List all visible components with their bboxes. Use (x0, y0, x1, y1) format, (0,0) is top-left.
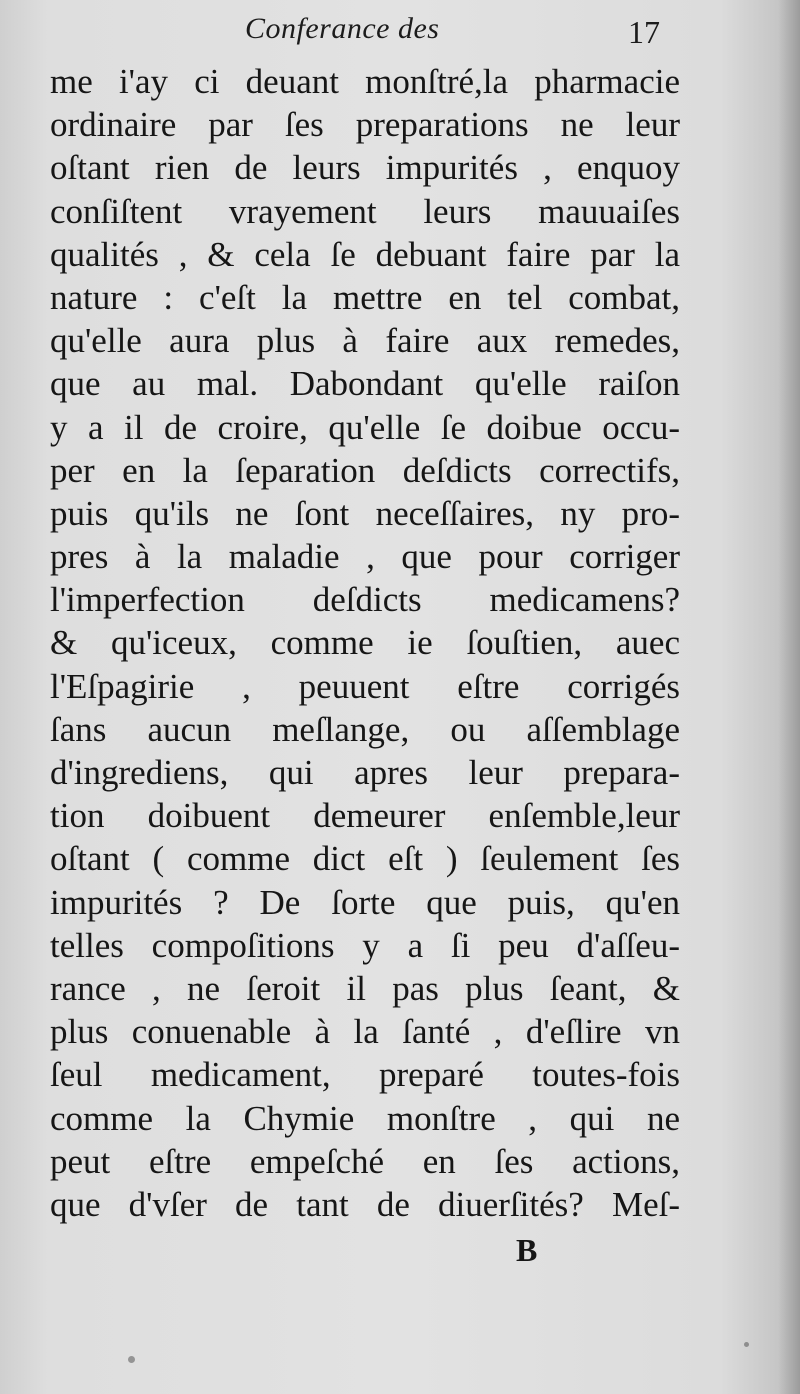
text-line: tion doibuent demeurer enſemble,leur (50, 796, 680, 836)
text-line: qualités , & cela ſe debuant faire par la (50, 234, 680, 274)
page-gutter-shadow (778, 0, 800, 1394)
running-title: Conferance des (245, 12, 440, 45)
body-text (50, 60, 680, 1226)
text-line: l'imperfection deſdicts medicamens? (50, 580, 680, 620)
paper-speck (744, 1342, 749, 1347)
text-line: l'Eſpagirie , peuuent eſtre corrigés (50, 666, 680, 706)
text-line: conſiſtent vrayement leurs mauuaiſes (50, 191, 680, 231)
text-line: que d'vſer de tant de diuerſités? Meſ- (50, 1184, 680, 1224)
text-line: qu'elle aura plus à faire aux remedes, (50, 321, 680, 361)
text-line: & qu'iceux, comme ie ſouſtien, auec (50, 623, 680, 663)
text-line: comme la Chymie monſtre , qui ne (50, 1098, 680, 1138)
signature-mark: B (516, 1232, 538, 1268)
text-line: rance , ne ſeroit il pas plus ſeant, & (50, 968, 680, 1008)
text-line: puis qu'ils ne ſont neceſſaires, ny pro- (50, 493, 680, 533)
text-line: nature : c'eſt la mettre en tel combat, (50, 277, 680, 317)
page-number: 17 (628, 14, 660, 50)
text-line: d'ingrediens, qui apres leur prepara- (50, 753, 680, 792)
text-line: me i'ay ci deuant monſtré,la pharmacie (50, 62, 680, 101)
text-line: pres à la maladie , que pour corriger (50, 537, 680, 577)
text-line: y a il de croire, qu'elle ſe doibue occu- (50, 407, 680, 447)
text-line: que au mal. Dabondant qu'elle raiſon (50, 364, 680, 404)
text-line: telles compoſitions y a ſi peu d'aſſeu- (50, 925, 680, 965)
text-line: oſtant rien de leurs impurités , enquoy (50, 148, 680, 188)
paper-speck (128, 1356, 135, 1363)
text-line: ordinaire par ſes preparations ne leur (50, 105, 680, 145)
page-header (60, 12, 670, 56)
text-line: plus conuenable à la ſanté , d'eſlire vn (50, 1012, 680, 1052)
text-line: per en la ſeparation deſdicts correctifs, (50, 450, 680, 490)
text-line: oſtant ( comme dict eſt ) ſeulement ſes (50, 839, 680, 879)
text-line: ſeul medicament, preparé toutes-fois (50, 1055, 680, 1095)
text-line: impurités ? De ſorte que puis, qu'en (50, 882, 680, 922)
text-line: ſans aucun meſlange, ou aſſemblage (50, 709, 680, 749)
text-line: peut eſtre empeſché en ſes actions, (50, 1141, 680, 1181)
